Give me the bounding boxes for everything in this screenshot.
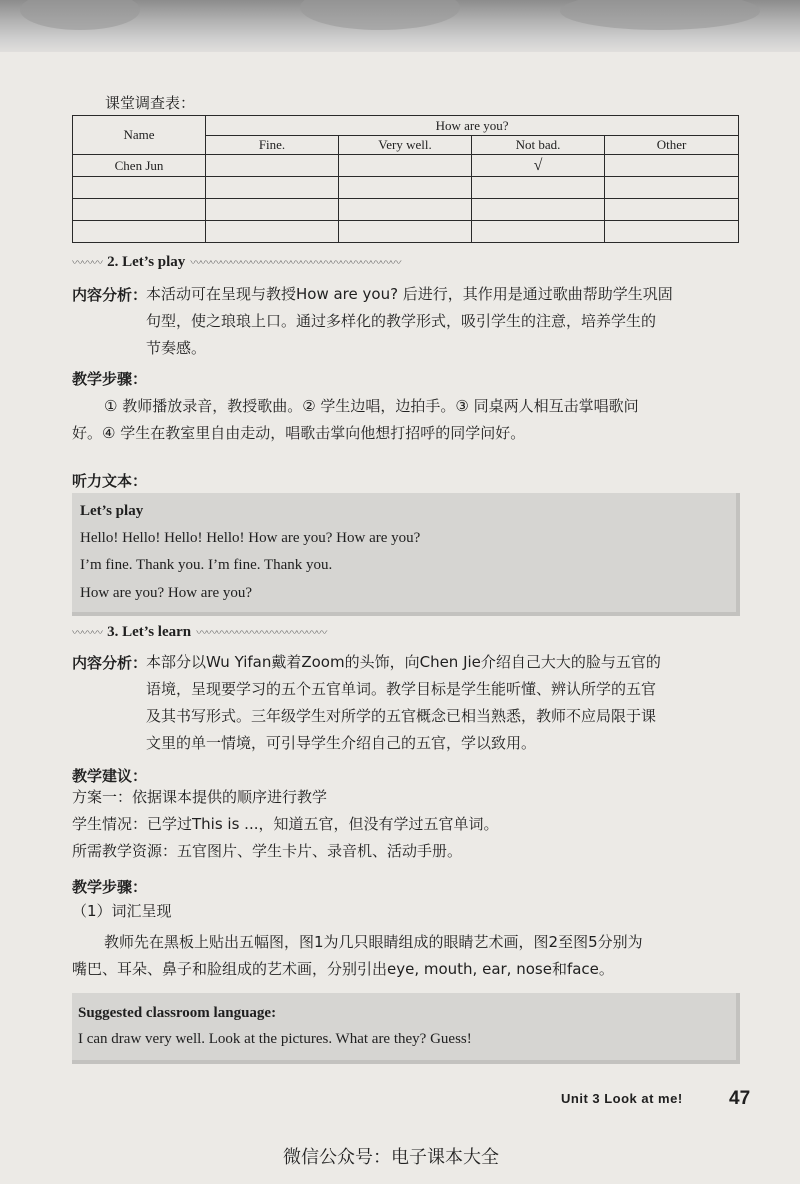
analysis-label: 内容分析： <box>72 286 148 304</box>
steps-label: 教学步骤： <box>72 878 148 896</box>
wavy-ornament-right: 〰〰〰〰〰〰〰〰〰〰〰〰〰〰〰〰〰〰〰〰〰 <box>190 256 401 269</box>
section-3-title: 3. Let’s learn <box>107 624 192 640</box>
suggest-label: 教学建议： <box>72 767 148 785</box>
box-title: Let’s play <box>80 503 144 519</box>
table-row <box>73 177 739 199</box>
classroom-language-box <box>72 993 740 1064</box>
wavy-ornament-left: 〰〰〰 <box>72 256 102 269</box>
watermark: 微信公众号：电子课本大全 <box>283 1147 499 1168</box>
analysis-label: 内容分析： <box>72 654 148 672</box>
table-row <box>73 221 739 243</box>
steps-text <box>72 393 752 447</box>
row-name: Chen Jun <box>73 155 206 177</box>
table-cell <box>472 221 605 243</box>
text-line: 及其书写形式。三年级学生对所学的五官概念已相当熟悉，教师不应局限于课 <box>146 707 657 725</box>
col-fine: Fine. <box>206 136 339 155</box>
text-line: 教师先在黑板上贴出五幅图，图1为几只眼睛组成的眼睛艺术画，图2至图5分别为 <box>104 933 643 951</box>
table-cell <box>339 221 472 243</box>
table-cell <box>339 155 472 177</box>
table-row <box>73 155 739 177</box>
text-line: 语境，呈现要学习的五个五官单词。教学目标是学生能听懂、辨认所学的五官 <box>146 680 657 698</box>
text-line: 好。④ 学生在教室里自由走动，唱歌击掌向他想打招呼的同学问好。 <box>72 424 526 442</box>
plan-line: 方案一：依据课本提供的顺序进行教学 <box>72 788 328 806</box>
text-line: 嘴巴、耳朵、鼻子和脸组成的艺术画，分别引出eye, mouth, ear, nose和face。 <box>72 960 614 978</box>
check-mark: √ <box>472 155 605 177</box>
table-cell <box>206 177 339 199</box>
col-other: Other <box>605 136 739 155</box>
box-title: Suggested classroom language: <box>78 1005 277 1021</box>
section-3-heading <box>72 621 326 641</box>
text-line: 节奏感。 <box>146 339 207 357</box>
page-number: 47 <box>729 1088 751 1109</box>
table-cell <box>73 199 206 221</box>
students-line: 学生情况：已学过This is ...，知道五官，但没有学过五官单词。 <box>72 815 499 833</box>
wavy-ornament-right: 〰〰〰〰〰〰〰〰〰〰〰〰〰 <box>196 626 327 639</box>
step1-text <box>72 929 752 983</box>
table-cell <box>605 155 739 177</box>
table-row <box>73 199 739 221</box>
table-cell <box>472 199 605 221</box>
analysis-text <box>146 649 746 757</box>
survey-caption: 课堂调查表： <box>105 94 196 112</box>
table-cell <box>472 177 605 199</box>
box-line: I can draw very well. Look at the pictures. What are they? Guess! <box>78 1031 472 1047</box>
table-cell <box>605 221 739 243</box>
col-not-bad: Not bad. <box>472 136 605 155</box>
survey-table <box>72 115 739 243</box>
listening-text-box <box>72 493 740 616</box>
resources-line: 所需教学资源：五官图片、学生卡片、录音机、活动手册。 <box>72 842 463 860</box>
table-cell <box>206 221 339 243</box>
table-cell <box>73 221 206 243</box>
text-line: 本部分以Wu Yifan戴着Zoom的头饰，向Chen Jie介绍自己大大的脸与五官的 <box>146 653 661 671</box>
listening-label: 听力文本： <box>72 472 148 490</box>
text-line: ① 教师播放录音，教授歌曲。② 学生边唱，边拍手。③ 同桌两人相互击掌唱歌问 <box>104 397 639 415</box>
steps-label: 教学步骤： <box>72 370 148 388</box>
suggest-text <box>72 784 752 865</box>
table-cell <box>73 177 206 199</box>
col-very-well: Very well. <box>339 136 472 155</box>
header-question: How are you? <box>206 116 739 136</box>
text-line: 文里的单一情境，可引导学生介绍自己的五官，学以致用。 <box>146 734 537 752</box>
table-cell <box>605 199 739 221</box>
table-cell <box>339 199 472 221</box>
header-name: Name <box>73 116 206 155</box>
box-line: Hello! Hello! Hello! Hello! How are you? How are you? <box>80 530 421 546</box>
table-cell <box>605 177 739 199</box>
section-2-title: 2. Let’s play <box>107 254 186 270</box>
table-cell <box>339 177 472 199</box>
box-line: How are you? How are you? <box>80 585 253 601</box>
text-line: 本活动可在呈现与教授How are you? 后进行，其作用是通过歌曲帮助学生巩固 <box>146 285 673 303</box>
section-2-heading <box>72 251 400 271</box>
wavy-ornament-left: 〰〰〰 <box>72 626 102 639</box>
step1-title: （1）词汇呈现 <box>72 902 172 920</box>
box-line: I’m fine. Thank you. I’m fine. Thank you. <box>80 557 333 573</box>
analysis-text <box>146 281 746 362</box>
text-line: 句型，使之琅琅上口。通过多样化的教学形式，吸引学生的注意，培养学生的 <box>146 312 657 330</box>
table-cell <box>206 155 339 177</box>
unit-label: Unit 3 Look at me! <box>561 1091 683 1106</box>
table-cell <box>206 199 339 221</box>
